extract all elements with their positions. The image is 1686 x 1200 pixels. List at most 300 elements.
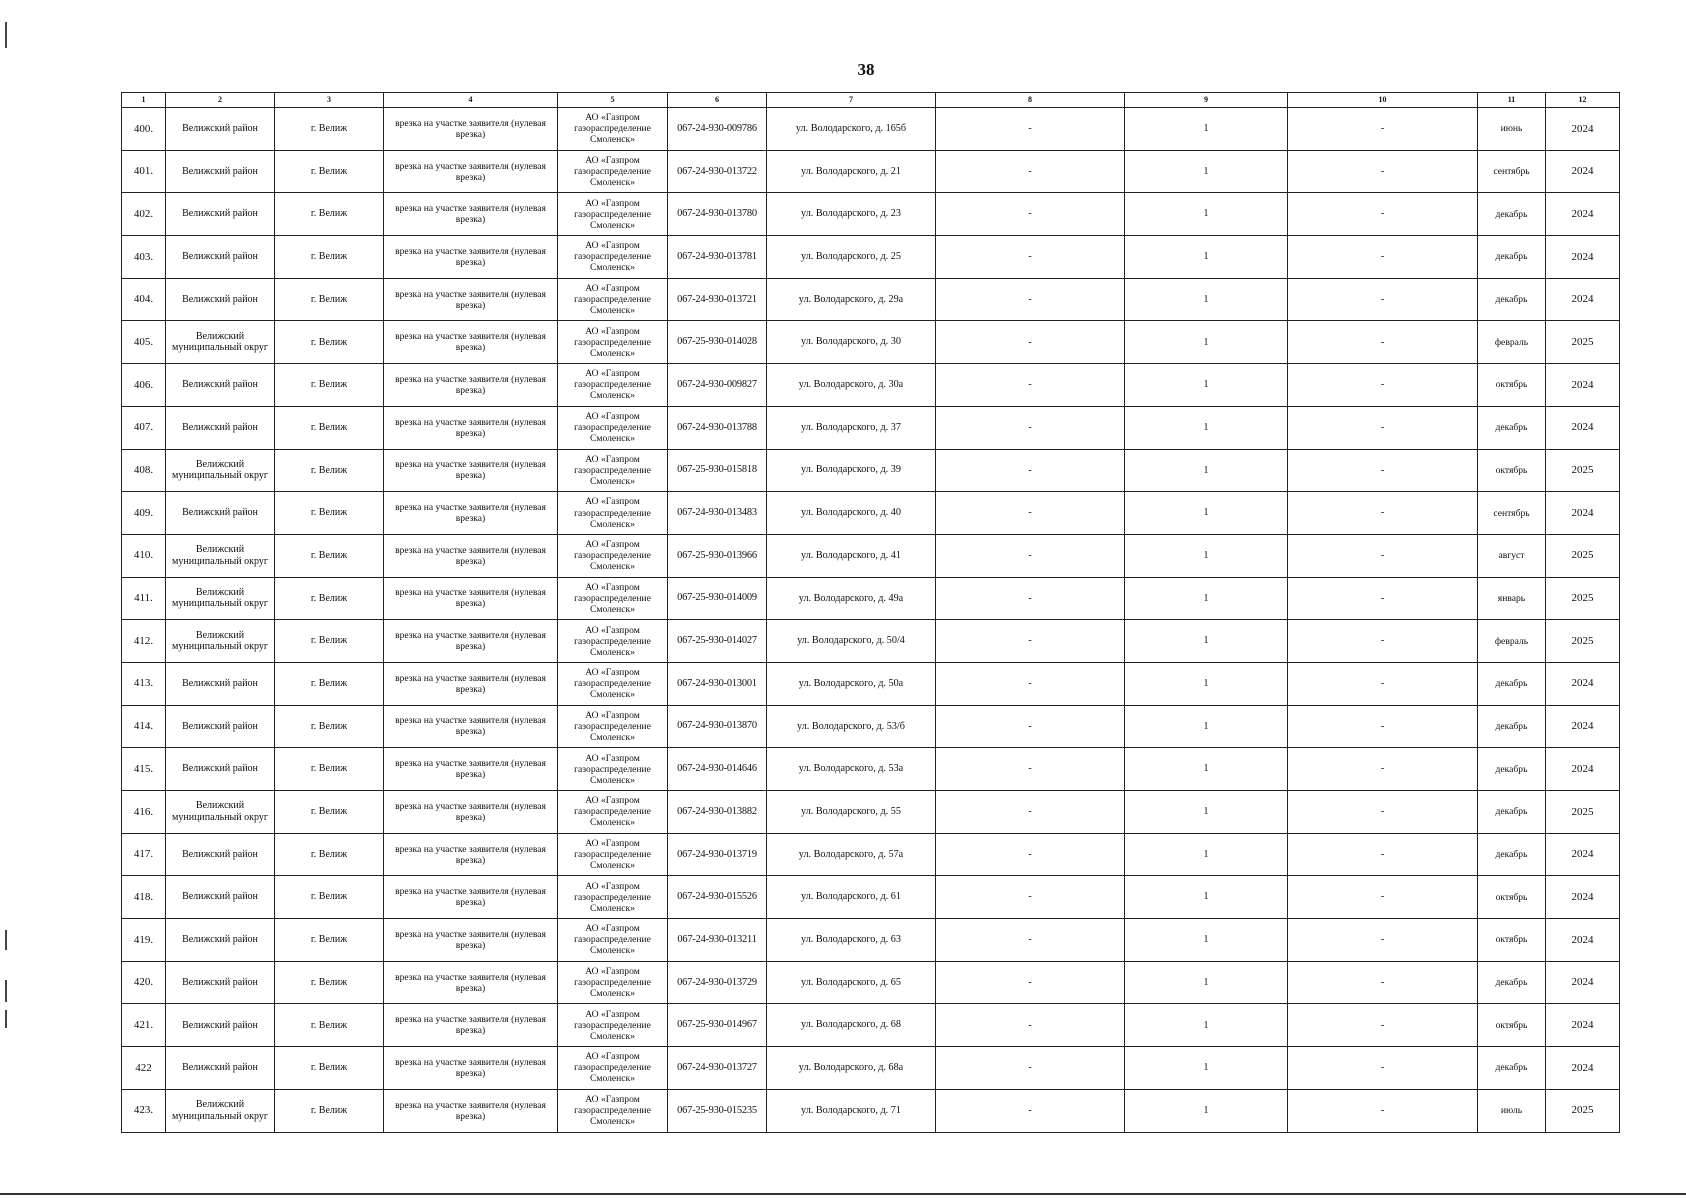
contract-number-cell: 067-24-930-013788	[668, 406, 767, 449]
column-10-cell: -	[1288, 1089, 1478, 1132]
district-cell: Велижский район	[166, 492, 275, 535]
work-type-cell: врезка на участке заявителя (нулевая врезка)	[384, 278, 558, 321]
work-type-cell: врезка на участке заявителя (нулевая врезка)	[384, 193, 558, 236]
row-number-cell: 415.	[122, 748, 166, 791]
month-cell: июль	[1478, 1089, 1546, 1132]
column-header-7: 7	[767, 93, 936, 108]
month-cell: декабрь	[1478, 748, 1546, 791]
row-number-cell: 412.	[122, 620, 166, 663]
row-number-cell: 402.	[122, 193, 166, 236]
month-cell: январь	[1478, 577, 1546, 620]
district-cell: Велижский район	[166, 108, 275, 151]
month-cell: сентябрь	[1478, 492, 1546, 535]
month-cell: декабрь	[1478, 1047, 1546, 1090]
column-8-cell: -	[936, 193, 1125, 236]
column-9-cell: 1	[1125, 1089, 1288, 1132]
month-cell: декабрь	[1478, 791, 1546, 834]
table-row	[122, 193, 1620, 236]
column-10-cell: -	[1288, 705, 1478, 748]
column-8-cell: -	[936, 406, 1125, 449]
column-10-cell: -	[1288, 748, 1478, 791]
locality-cell: г. Велиж	[275, 748, 384, 791]
work-type-cell: врезка на участке заявителя (нулевая врезка)	[384, 1089, 558, 1132]
column-8-cell: -	[936, 620, 1125, 663]
table-row	[122, 406, 1620, 449]
organization-cell: АО «Газпром газораспределение Смоленск»	[558, 1089, 668, 1132]
organization-cell: АО «Газпром газораспределение Смоленск»	[558, 150, 668, 193]
month-cell: декабрь	[1478, 406, 1546, 449]
column-8-cell: -	[936, 1047, 1125, 1090]
locality-cell: г. Велиж	[275, 321, 384, 364]
district-cell: Велижский муниципальный округ	[166, 1089, 275, 1132]
column-10-cell: -	[1288, 534, 1478, 577]
column-9-cell: 1	[1125, 876, 1288, 919]
work-type-cell: врезка на участке заявителя (нулевая врезка)	[384, 150, 558, 193]
address-cell: ул. Володарского, д. 68а	[767, 1047, 936, 1090]
locality-cell: г. Велиж	[275, 278, 384, 321]
organization-cell: АО «Газпром газораспределение Смоленск»	[558, 662, 668, 705]
work-type-cell: врезка на участке заявителя (нулевая врезка)	[384, 492, 558, 535]
table-row	[122, 108, 1620, 151]
row-number-cell: 403.	[122, 236, 166, 279]
row-number-cell: 422	[122, 1047, 166, 1090]
contract-number-cell: 067-24-930-013722	[668, 150, 767, 193]
address-cell: ул. Володарского, д. 25	[767, 236, 936, 279]
work-type-cell: врезка на участке заявителя (нулевая врезка)	[384, 961, 558, 1004]
contract-number-cell: 067-25-930-014028	[668, 321, 767, 364]
year-cell: 2024	[1546, 236, 1620, 279]
organization-cell: АО «Газпром газораспределение Смоленск»	[558, 577, 668, 620]
column-8-cell: -	[936, 449, 1125, 492]
locality-cell: г. Велиж	[275, 1047, 384, 1090]
year-cell: 2024	[1546, 961, 1620, 1004]
row-number-cell: 420.	[122, 961, 166, 1004]
locality-cell: г. Велиж	[275, 791, 384, 834]
column-10-cell: -	[1288, 193, 1478, 236]
contract-number-cell: 067-24-930-013001	[668, 662, 767, 705]
column-8-cell: -	[936, 961, 1125, 1004]
district-cell: Велижский район	[166, 961, 275, 1004]
table-row	[122, 236, 1620, 279]
address-cell: ул. Володарского, д. 55	[767, 791, 936, 834]
address-cell: ул. Володарского, д. 57а	[767, 833, 936, 876]
month-cell: декабрь	[1478, 278, 1546, 321]
contract-number-cell: 067-24-930-013719	[668, 833, 767, 876]
address-cell: ул. Володарского, д. 53а	[767, 748, 936, 791]
locality-cell: г. Велиж	[275, 876, 384, 919]
year-cell: 2024	[1546, 662, 1620, 705]
work-type-cell: врезка на участке заявителя (нулевая врезка)	[384, 449, 558, 492]
table-row	[122, 662, 1620, 705]
column-9-cell: 1	[1125, 321, 1288, 364]
locality-cell: г. Велиж	[275, 108, 384, 151]
column-8-cell: -	[936, 1004, 1125, 1047]
row-number-cell: 421.	[122, 1004, 166, 1047]
contract-number-cell: 067-24-930-013211	[668, 919, 767, 962]
column-9-cell: 1	[1125, 662, 1288, 705]
year-cell: 2024	[1546, 705, 1620, 748]
contract-number-cell: 067-24-930-013882	[668, 791, 767, 834]
month-cell: октябрь	[1478, 1004, 1546, 1047]
row-number-cell: 401.	[122, 150, 166, 193]
district-cell: Велижский район	[166, 705, 275, 748]
column-number-row	[122, 93, 1620, 108]
contract-number-cell: 067-24-930-013483	[668, 492, 767, 535]
locality-cell: г. Велиж	[275, 193, 384, 236]
row-number-cell: 419.	[122, 919, 166, 962]
column-10-cell: -	[1288, 1047, 1478, 1090]
column-8-cell: -	[936, 919, 1125, 962]
column-10-cell: -	[1288, 406, 1478, 449]
district-cell: Велижский муниципальный округ	[166, 534, 275, 577]
column-header-12: 12	[1546, 93, 1620, 108]
year-cell: 2024	[1546, 108, 1620, 151]
column-9-cell: 1	[1125, 449, 1288, 492]
organization-cell: АО «Газпром газораспределение Смоленск»	[558, 620, 668, 663]
column-9-cell: 1	[1125, 236, 1288, 279]
column-9-cell: 1	[1125, 1004, 1288, 1047]
locality-cell: г. Велиж	[275, 1089, 384, 1132]
column-8-cell: -	[936, 278, 1125, 321]
column-9-cell: 1	[1125, 364, 1288, 407]
locality-cell: г. Велиж	[275, 705, 384, 748]
column-header-9: 9	[1125, 93, 1288, 108]
work-type-cell: врезка на участке заявителя (нулевая врезка)	[384, 534, 558, 577]
month-cell: октябрь	[1478, 876, 1546, 919]
column-8-cell: -	[936, 577, 1125, 620]
column-header-5: 5	[558, 93, 668, 108]
table-row	[122, 833, 1620, 876]
month-cell: декабрь	[1478, 705, 1546, 748]
contract-number-cell: 067-25-930-014967	[668, 1004, 767, 1047]
row-number-cell: 400.	[122, 108, 166, 151]
month-cell: июнь	[1478, 108, 1546, 151]
work-type-cell: врезка на участке заявителя (нулевая врезка)	[384, 919, 558, 962]
address-cell: ул. Володарского, д. 40	[767, 492, 936, 535]
contract-number-cell: 067-24-930-013870	[668, 705, 767, 748]
table-row	[122, 1089, 1620, 1132]
address-cell: ул. Володарского, д. 30	[767, 321, 936, 364]
locality-cell: г. Велиж	[275, 449, 384, 492]
column-8-cell: -	[936, 662, 1125, 705]
organization-cell: АО «Газпром газораспределение Смоленск»	[558, 321, 668, 364]
year-cell: 2025	[1546, 577, 1620, 620]
column-9-cell: 1	[1125, 577, 1288, 620]
column-9-cell: 1	[1125, 406, 1288, 449]
month-cell: декабрь	[1478, 833, 1546, 876]
column-8-cell: -	[936, 833, 1125, 876]
column-10-cell: -	[1288, 108, 1478, 151]
connection-schedule-table	[121, 92, 1620, 1133]
address-cell: ул. Володарского, д. 50а	[767, 662, 936, 705]
month-cell: октябрь	[1478, 919, 1546, 962]
address-cell: ул. Володарского, д. 23	[767, 193, 936, 236]
table-row	[122, 1047, 1620, 1090]
district-cell: Велижский район	[166, 364, 275, 407]
contract-number-cell: 067-25-930-014027	[668, 620, 767, 663]
month-cell: декабрь	[1478, 193, 1546, 236]
column-10-cell: -	[1288, 833, 1478, 876]
district-cell: Велижский район	[166, 833, 275, 876]
row-number-cell: 418.	[122, 876, 166, 919]
contract-number-cell: 067-24-930-009827	[668, 364, 767, 407]
column-8-cell: -	[936, 150, 1125, 193]
contract-number-cell: 067-24-930-013727	[668, 1047, 767, 1090]
month-cell: октябрь	[1478, 449, 1546, 492]
organization-cell: АО «Газпром газораспределение Смоленск»	[558, 193, 668, 236]
district-cell: Велижский район	[166, 876, 275, 919]
address-cell: ул. Володарского, д. 49а	[767, 577, 936, 620]
work-type-cell: врезка на участке заявителя (нулевая врезка)	[384, 364, 558, 407]
address-cell: ул. Володарского, д. 65	[767, 961, 936, 1004]
address-cell: ул. Володарского, д. 30а	[767, 364, 936, 407]
table-row	[122, 876, 1620, 919]
table-row	[122, 919, 1620, 962]
address-cell: ул. Володарского, д. 61	[767, 876, 936, 919]
district-cell: Велижский район	[166, 748, 275, 791]
district-cell: Велижский район	[166, 406, 275, 449]
row-number-cell: 413.	[122, 662, 166, 705]
organization-cell: АО «Газпром газораспределение Смоленск»	[558, 449, 668, 492]
work-type-cell: врезка на участке заявителя (нулевая врезка)	[384, 577, 558, 620]
column-8-cell: -	[936, 236, 1125, 279]
table-row	[122, 791, 1620, 834]
organization-cell: АО «Газпром газораспределение Смоленск»	[558, 406, 668, 449]
year-cell: 2024	[1546, 150, 1620, 193]
district-cell: Велижский муниципальный округ	[166, 577, 275, 620]
contract-number-cell: 067-24-930-013780	[668, 193, 767, 236]
locality-cell: г. Велиж	[275, 620, 384, 663]
table-row	[122, 748, 1620, 791]
work-type-cell: врезка на участке заявителя (нулевая врезка)	[384, 705, 558, 748]
district-cell: Велижский район	[166, 1047, 275, 1090]
column-9-cell: 1	[1125, 620, 1288, 663]
month-cell: февраль	[1478, 321, 1546, 364]
year-cell: 2024	[1546, 919, 1620, 962]
column-8-cell: -	[936, 1089, 1125, 1132]
work-type-cell: врезка на участке заявителя (нулевая врезка)	[384, 620, 558, 663]
column-10-cell: -	[1288, 791, 1478, 834]
district-cell: Велижский район	[166, 919, 275, 962]
column-10-cell: -	[1288, 364, 1478, 407]
year-cell: 2024	[1546, 492, 1620, 535]
address-cell: ул. Володарского, д. 29а	[767, 278, 936, 321]
column-10-cell: -	[1288, 919, 1478, 962]
address-cell: ул. Володарского, д. 53/б	[767, 705, 936, 748]
row-number-cell: 414.	[122, 705, 166, 748]
column-9-cell: 1	[1125, 961, 1288, 1004]
contract-number-cell: 067-24-930-013781	[668, 236, 767, 279]
column-header-3: 3	[275, 93, 384, 108]
column-header-1: 1	[122, 93, 166, 108]
column-header-4: 4	[384, 93, 558, 108]
locality-cell: г. Велиж	[275, 662, 384, 705]
year-cell: 2025	[1546, 321, 1620, 364]
row-number-cell: 404.	[122, 278, 166, 321]
year-cell: 2024	[1546, 278, 1620, 321]
district-cell: Велижский муниципальный округ	[166, 449, 275, 492]
work-type-cell: врезка на участке заявителя (нулевая врезка)	[384, 321, 558, 364]
locality-cell: г. Велиж	[275, 236, 384, 279]
row-number-cell: 417.	[122, 833, 166, 876]
work-type-cell: врезка на участке заявителя (нулевая врезка)	[384, 1004, 558, 1047]
column-8-cell: -	[936, 876, 1125, 919]
table-row	[122, 364, 1620, 407]
table-row	[122, 620, 1620, 663]
column-10-cell: -	[1288, 961, 1478, 1004]
organization-cell: АО «Газпром газораспределение Смоленск»	[558, 791, 668, 834]
address-cell: ул. Володарского, д. 68	[767, 1004, 936, 1047]
column-8-cell: -	[936, 748, 1125, 791]
column-header-6: 6	[668, 93, 767, 108]
address-cell: ул. Володарского, д. 37	[767, 406, 936, 449]
year-cell: 2024	[1546, 748, 1620, 791]
column-8-cell: -	[936, 705, 1125, 748]
organization-cell: АО «Газпром газораспределение Смоленск»	[558, 492, 668, 535]
organization-cell: АО «Газпром газораспределение Смоленск»	[558, 534, 668, 577]
district-cell: Велижский район	[166, 150, 275, 193]
contract-number-cell: 067-25-930-015235	[668, 1089, 767, 1132]
organization-cell: АО «Газпром газораспределение Смоленск»	[558, 833, 668, 876]
month-cell: август	[1478, 534, 1546, 577]
organization-cell: АО «Газпром газораспределение Смоленск»	[558, 278, 668, 321]
row-number-cell: 405.	[122, 321, 166, 364]
year-cell: 2024	[1546, 876, 1620, 919]
organization-cell: АО «Газпром газораспределение Смоленск»	[558, 705, 668, 748]
column-10-cell: -	[1288, 620, 1478, 663]
month-cell: декабрь	[1478, 236, 1546, 279]
table-row	[122, 577, 1620, 620]
work-type-cell: врезка на участке заявителя (нулевая врезка)	[384, 876, 558, 919]
column-header-10: 10	[1288, 93, 1478, 108]
locality-cell: г. Велиж	[275, 534, 384, 577]
column-9-cell: 1	[1125, 193, 1288, 236]
scan-edge-mark	[5, 1010, 7, 1028]
locality-cell: г. Велиж	[275, 1004, 384, 1047]
column-9-cell: 1	[1125, 919, 1288, 962]
row-number-cell: 411.	[122, 577, 166, 620]
column-8-cell: -	[936, 364, 1125, 407]
district-cell: Велижский район	[166, 1004, 275, 1047]
column-10-cell: -	[1288, 662, 1478, 705]
month-cell: сентябрь	[1478, 150, 1546, 193]
column-9-cell: 1	[1125, 278, 1288, 321]
year-cell: 2025	[1546, 1089, 1620, 1132]
year-cell: 2024	[1546, 1004, 1620, 1047]
column-header-11: 11	[1478, 93, 1546, 108]
district-cell: Велижский муниципальный округ	[166, 321, 275, 364]
address-cell: ул. Володарского, д. 41	[767, 534, 936, 577]
work-type-cell: врезка на участке заявителя (нулевая врезка)	[384, 748, 558, 791]
year-cell: 2024	[1546, 833, 1620, 876]
column-8-cell: -	[936, 108, 1125, 151]
month-cell: декабрь	[1478, 961, 1546, 1004]
row-number-cell: 409.	[122, 492, 166, 535]
column-10-cell: -	[1288, 449, 1478, 492]
column-8-cell: -	[936, 492, 1125, 535]
contract-number-cell: 067-24-930-013729	[668, 961, 767, 1004]
year-cell: 2024	[1546, 364, 1620, 407]
address-cell: ул. Володарского, д. 50/4	[767, 620, 936, 663]
address-cell: ул. Володарского, д. 165б	[767, 108, 936, 151]
locality-cell: г. Велиж	[275, 150, 384, 193]
organization-cell: АО «Газпром газораспределение Смоленск»	[558, 876, 668, 919]
locality-cell: г. Велиж	[275, 919, 384, 962]
column-8-cell: -	[936, 791, 1125, 834]
column-10-cell: -	[1288, 236, 1478, 279]
column-9-cell: 1	[1125, 534, 1288, 577]
work-type-cell: врезка на участке заявителя (нулевая врезка)	[384, 833, 558, 876]
column-10-cell: -	[1288, 876, 1478, 919]
contract-number-cell: 067-24-930-014646	[668, 748, 767, 791]
column-header-8: 8	[936, 93, 1125, 108]
organization-cell: АО «Газпром газораспределение Смоленск»	[558, 919, 668, 962]
district-cell: Велижский муниципальный округ	[166, 791, 275, 834]
district-cell: Велижский район	[166, 193, 275, 236]
table-row	[122, 961, 1620, 1004]
contract-number-cell: 067-24-930-009786	[668, 108, 767, 151]
organization-cell: АО «Газпром газораспределение Смоленск»	[558, 748, 668, 791]
month-cell: февраль	[1478, 620, 1546, 663]
address-cell: ул. Володарского, д. 39	[767, 449, 936, 492]
work-type-cell: врезка на участке заявителя (нулевая врезка)	[384, 108, 558, 151]
column-10-cell: -	[1288, 1004, 1478, 1047]
district-cell: Велижский район	[166, 278, 275, 321]
table-row	[122, 492, 1620, 535]
locality-cell: г. Велиж	[275, 961, 384, 1004]
organization-cell: АО «Газпром газораспределение Смоленск»	[558, 961, 668, 1004]
organization-cell: АО «Газпром газораспределение Смоленск»	[558, 108, 668, 151]
column-9-cell: 1	[1125, 833, 1288, 876]
contract-number-cell: 067-24-930-013721	[668, 278, 767, 321]
district-cell: Велижский район	[166, 236, 275, 279]
page-bottom-rule	[0, 1193, 1686, 1195]
row-number-cell: 416.	[122, 791, 166, 834]
column-9-cell: 1	[1125, 748, 1288, 791]
table-row	[122, 534, 1620, 577]
column-9-cell: 1	[1125, 705, 1288, 748]
column-10-cell: -	[1288, 577, 1478, 620]
column-9-cell: 1	[1125, 1047, 1288, 1090]
column-10-cell: -	[1288, 321, 1478, 364]
locality-cell: г. Велиж	[275, 833, 384, 876]
work-type-cell: врезка на участке заявителя (нулевая врезка)	[384, 662, 558, 705]
row-number-cell: 423.	[122, 1089, 166, 1132]
scan-edge-mark	[5, 930, 7, 950]
column-9-cell: 1	[1125, 150, 1288, 193]
contract-number-cell: 067-25-930-015818	[668, 449, 767, 492]
organization-cell: АО «Газпром газораспределение Смоленск»	[558, 236, 668, 279]
column-10-cell: -	[1288, 278, 1478, 321]
row-number-cell: 410.	[122, 534, 166, 577]
page-number: 38	[857, 60, 875, 79]
table-row	[122, 449, 1620, 492]
column-9-cell: 1	[1125, 492, 1288, 535]
organization-cell: АО «Газпром газораспределение Смоленск»	[558, 1047, 668, 1090]
contract-number-cell: 067-25-930-013966	[668, 534, 767, 577]
locality-cell: г. Велиж	[275, 364, 384, 407]
organization-cell: АО «Газпром газораспределение Смоленск»	[558, 1004, 668, 1047]
locality-cell: г. Велиж	[275, 406, 384, 449]
locality-cell: г. Велиж	[275, 492, 384, 535]
year-cell: 2025	[1546, 449, 1620, 492]
column-8-cell: -	[936, 321, 1125, 364]
row-number-cell: 406.	[122, 364, 166, 407]
table-row	[122, 1004, 1620, 1047]
year-cell: 2024	[1546, 193, 1620, 236]
district-cell: Велижский муниципальный округ	[166, 620, 275, 663]
work-type-cell: врезка на участке заявителя (нулевая врезка)	[384, 791, 558, 834]
